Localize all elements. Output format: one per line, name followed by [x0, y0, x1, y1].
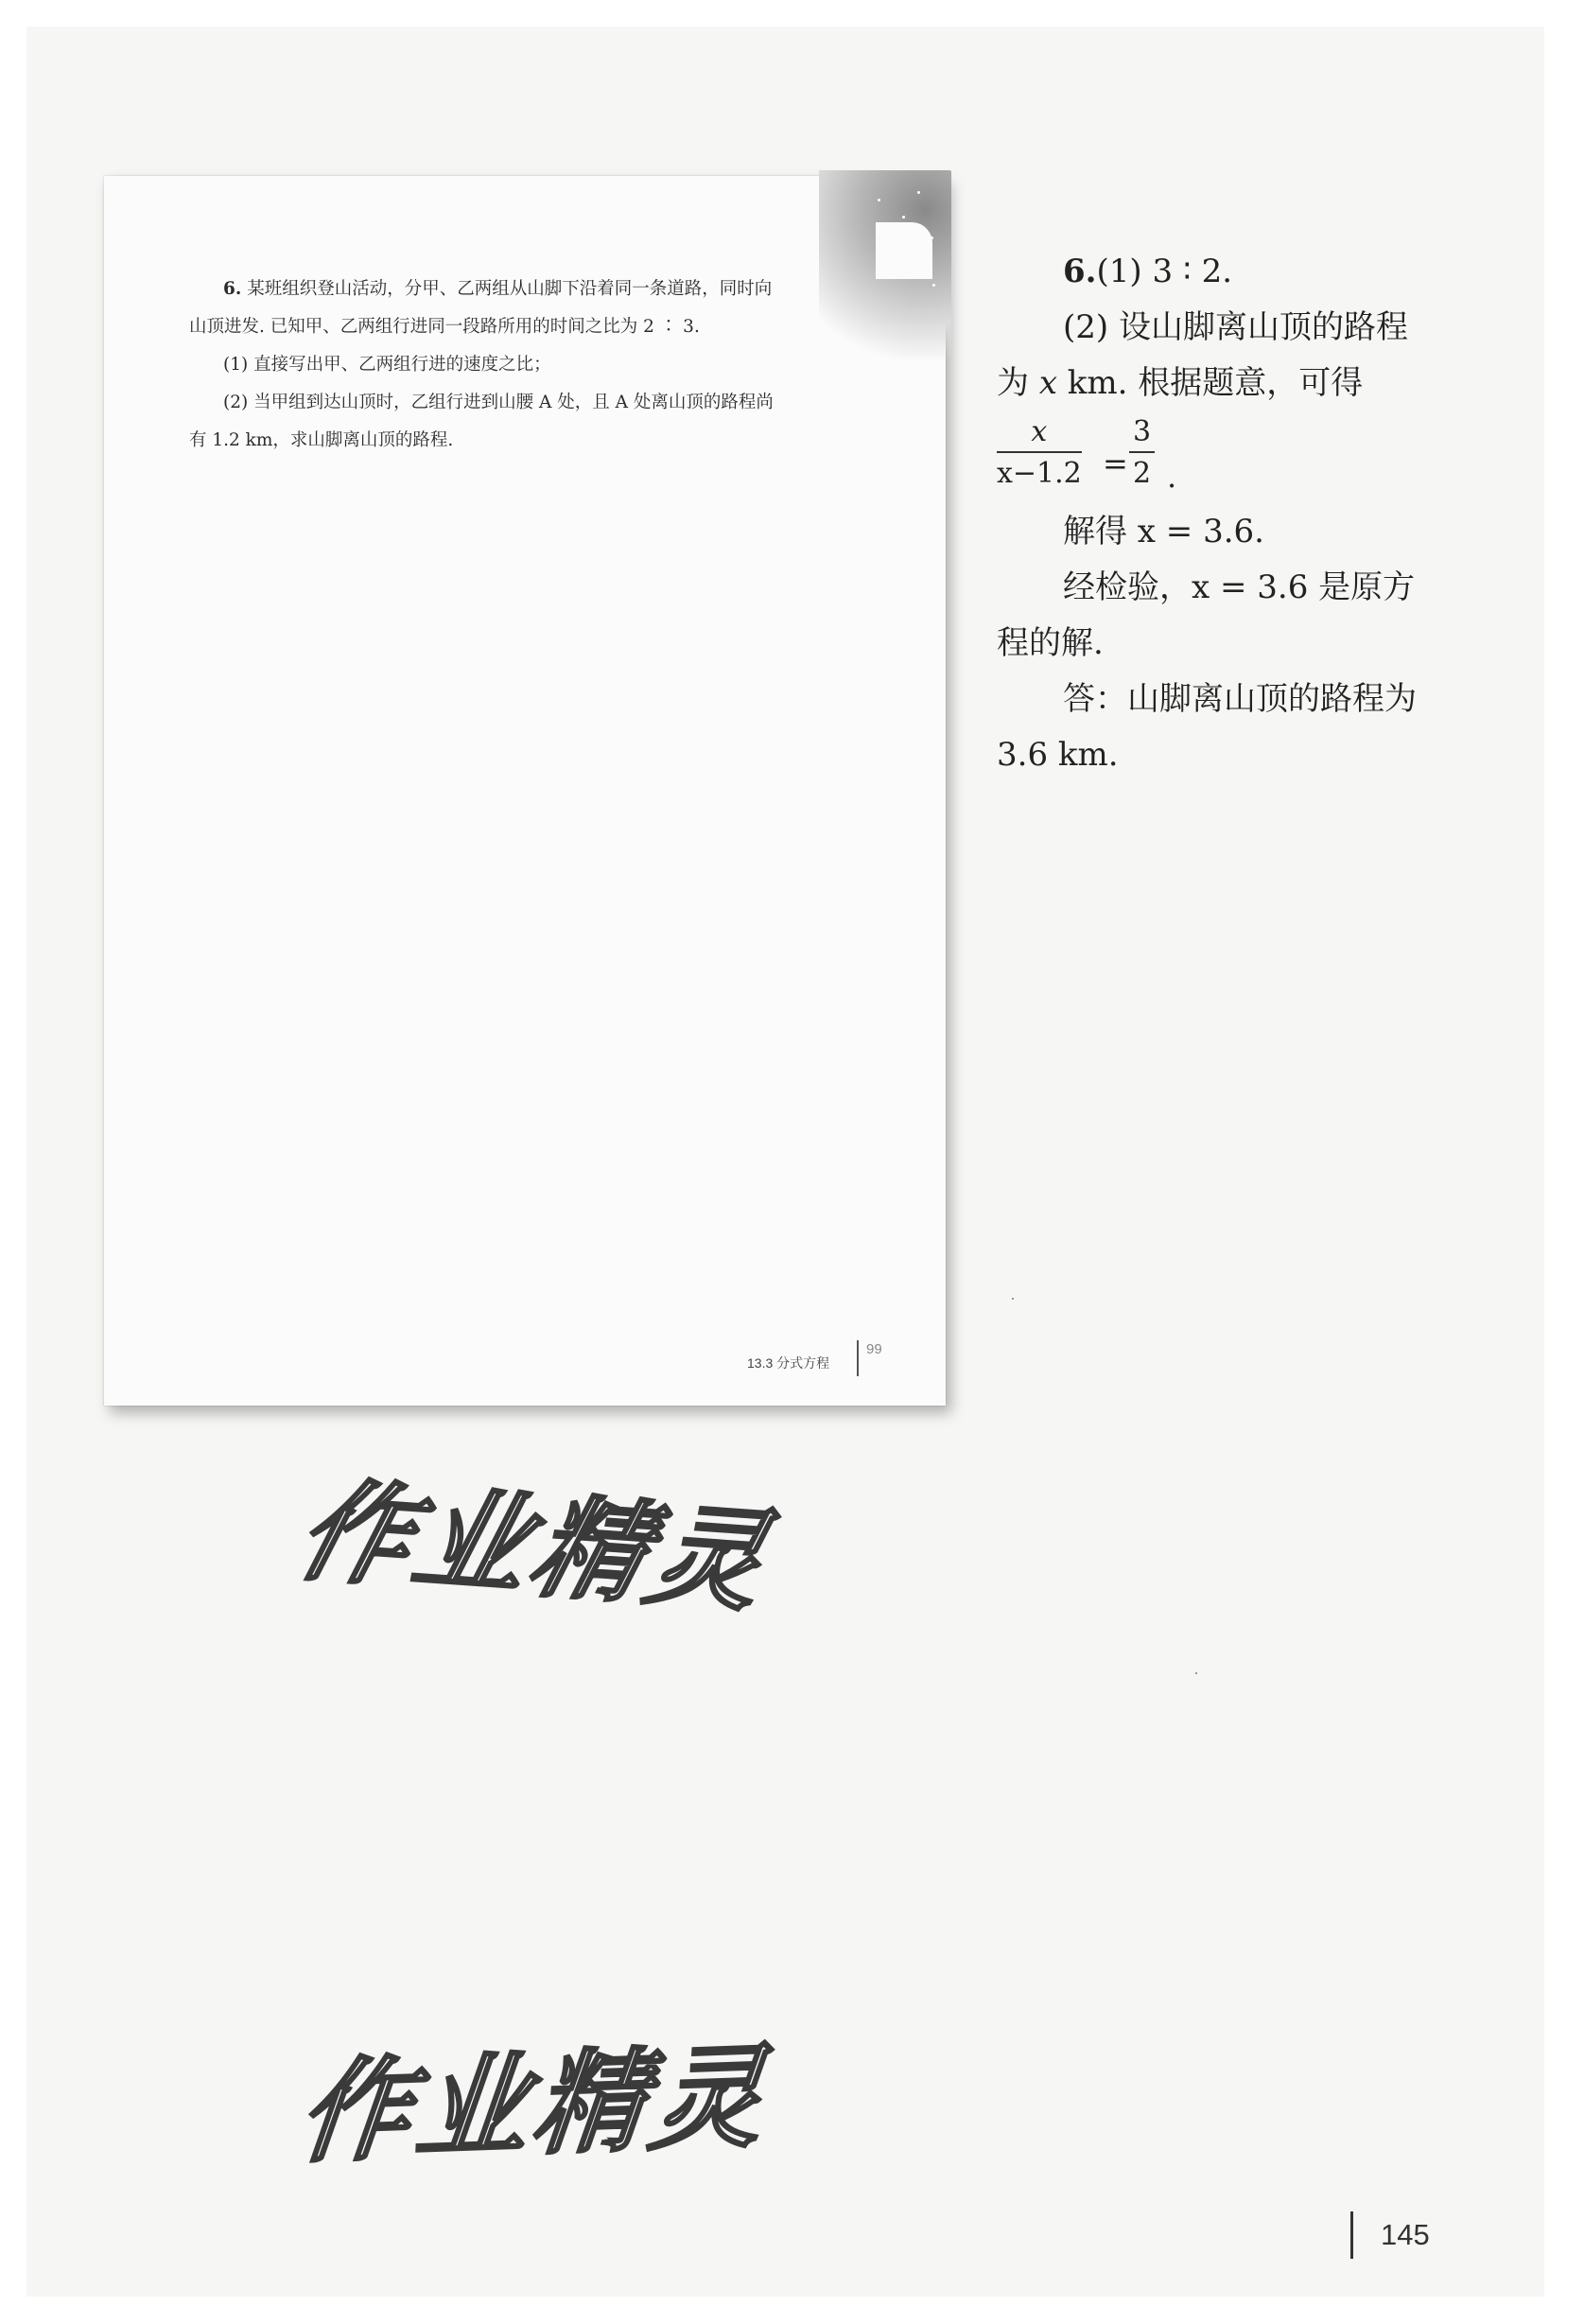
inner-page-number: 99 — [866, 1341, 882, 1357]
fraction-right-numerator: 3 — [1129, 415, 1155, 453]
answer-conclusion-line-2: 3.6 km. — [997, 736, 1119, 774]
question-line-2: 山顶进发. 已知甲、乙两组行进同一段路所用的时间之比为 2 ∶ 3. — [189, 317, 700, 337]
watermark-logo: 作业精灵 — [285, 1465, 785, 1628]
answer-solve: 解得 x = 3.6. — [1063, 513, 1264, 550]
equals-sign: = — [1103, 446, 1128, 481]
question-part-1: (1) 直接写出甲、乙两组行进的速度之比； — [223, 355, 551, 375]
watermark-logo: 作业精灵 — [292, 2031, 776, 2178]
equation-period: . — [1167, 459, 1177, 495]
answer-check-line-1: 经检验，x = 3.6 是原方 — [1063, 568, 1416, 606]
page-number-divider — [1350, 2211, 1353, 2259]
fraction-right-denominator: 2 — [1133, 457, 1152, 490]
answer-part-2-prefix: 为 — [997, 364, 1039, 402]
answer-number: 6. — [1063, 253, 1097, 290]
section-title: 13.3 分式方程 — [747, 1355, 830, 1371]
question-part-2-line-1: (2) 当甲组到达山顶时，乙组行进到山腰 A 处，且 A 处离山顶的路程尚 — [223, 393, 774, 412]
fraction-left-denominator: x−1.2 — [997, 457, 1082, 490]
answer-check-line-2: 程的解. — [997, 624, 1104, 662]
page-sheet — [26, 26, 1544, 2297]
question-text — [189, 271, 889, 460]
embedded-textbook-page — [104, 176, 946, 1406]
question-part-2-line-2: 有 1.2 km，求山脚离山顶的路程. — [189, 430, 454, 450]
answer-part-2-line-1: (2) 设山脚离山顶的路程 — [1063, 308, 1408, 346]
fraction-left — [997, 415, 1082, 491]
answer-column — [997, 244, 1441, 783]
scan-speck — [1195, 1672, 1197, 1674]
question-number: 6. — [223, 279, 242, 299]
answer-variable: x — [1038, 364, 1057, 402]
scan-speck — [1012, 1298, 1014, 1300]
fraction-left-numerator: x — [997, 415, 1082, 453]
page-number: 145 — [1381, 2218, 1430, 2251]
answer-conclusion-line-1: 答：山脚离山顶的路程为 — [1063, 680, 1417, 718]
answer-part-1: (1) 3 ∶ 2. — [1096, 253, 1233, 290]
question-line-1: 某班组织登山活动，分甲、乙两组从山脚下沿着同一条道路，同时向 — [247, 279, 773, 299]
footer-divider — [857, 1340, 859, 1376]
fraction-right — [1129, 415, 1155, 491]
answer-part-2-suffix: km. 根据题意，可得 — [1057, 364, 1364, 402]
equation — [997, 415, 1441, 502]
